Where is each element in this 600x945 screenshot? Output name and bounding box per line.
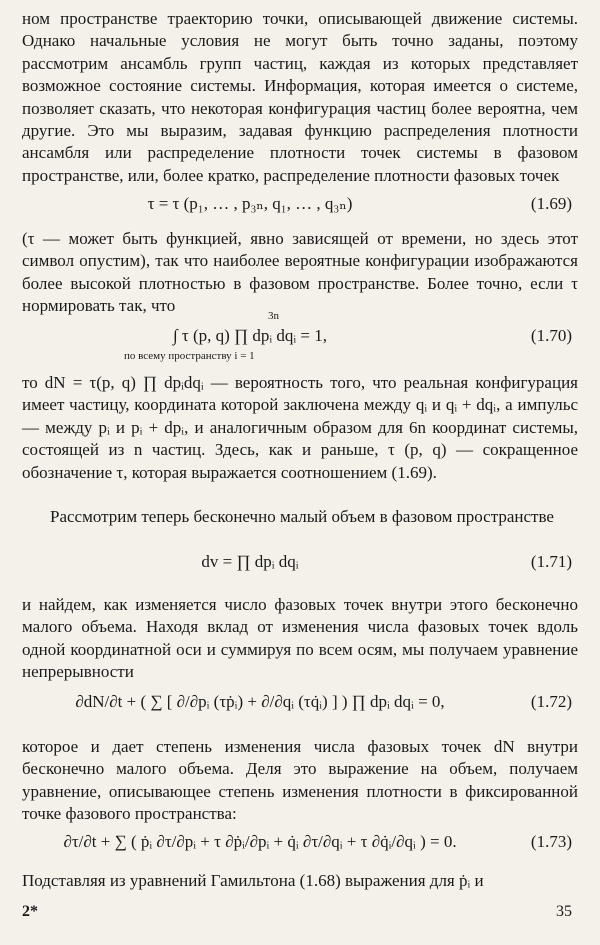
paragraph-7: Подставляя из уравнений Гамильтона (1.68) выражения для ṗᵢ и bbox=[22, 871, 484, 890]
product-upper-limit: 3n bbox=[268, 310, 279, 322]
page-number: 35 bbox=[556, 903, 572, 920]
equation-number: (1.69) bbox=[530, 194, 572, 213]
signature-mark: 2* bbox=[22, 903, 38, 920]
equation-body: τ = τ (p₁, … , p₃ₙ, q₁, … , q₃ₙ) bbox=[147, 194, 353, 213]
equation-1-70 bbox=[0, 310, 600, 362]
paragraph-2: (τ — может быть функцией, явно зависящей от времени, но здесь этот символ опустим), так что наиболее вероятные конфигурации изображаются более высокой плотностью в фазовом пространстве. Более точно, если τ нормировать так, что bbox=[22, 229, 578, 316]
equation-body: ∫ τ (p, q) ∏ dpᵢ dqᵢ = 1, bbox=[173, 326, 327, 345]
paragraph-3: то dN = τ(p, q) ∏ dpᵢdqᵢ — вероятность того, что реальная конфигурация имеет частицу, координата которой заключена между qᵢ и qᵢ + dqᵢ, а импульс — между pᵢ и pᵢ + dpᵢ, и аналогичным образом для 6n координат системы, состоящей из n частиц. Здесь, как и раньше, τ (p, q) — сокращенное обозначение τ, которая выражается соотношением (1.69). bbox=[22, 373, 578, 482]
equation-number: (1.73) bbox=[530, 832, 572, 851]
paragraph-4: Рассмотрим теперь бесконечно малый объем в фазовом пространстве bbox=[50, 507, 554, 526]
equation-body: ∂τ/∂t + ∑ ( ṗᵢ ∂τ/∂pᵢ + τ ∂ṗᵢ/∂pᵢ + q̇ᵢ ∂τ/∂qᵢ + τ ∂q̇ᵢ/∂qᵢ ) = 0. bbox=[63, 832, 457, 851]
equation-1-72 bbox=[0, 676, 600, 720]
equation-number: (1.71) bbox=[530, 552, 572, 571]
paragraph-1: ном пространстве траекторию точки, описывающей движение системы. Однако начальные условия не могут быть точно заданы, поэтому рассмотрим ансамбль групп частиц, каждая из которых представляет возможное состояние системы. Информация, которая имеется о системе, позволяет сказать, что некоторая конфигурация частиц более вероятна, чем другие. Это мы выразим, задавая функцию распределения плотности ансамбля или распределение плотности точек системы в фазовом пространстве, или, более кратко, распределение плотности фазовых точек bbox=[22, 9, 578, 185]
equation-body: dv = ∏ dpᵢ dqᵢ bbox=[201, 552, 299, 571]
paragraph-6: которое и дает степень изменения числа фазовых точек dN внутри бесконечно малого объема. Деля это выражение на объем, получаем уравнение, описывающее степень изменения плотности в фиксированной точке фазового пространства: bbox=[22, 737, 578, 824]
equation-1-73 bbox=[0, 816, 600, 860]
equation-number: (1.70) bbox=[530, 326, 572, 345]
equation-body: ∂dN/∂t + ( ∑ [ ∂/∂pᵢ (τṗᵢ) + ∂/∂qᵢ (τq̇ᵢ) ] ) ∏ dpᵢ dqᵢ = 0, bbox=[75, 692, 445, 711]
integral-domain-label: по всему пространству i = 1 bbox=[124, 350, 255, 362]
equation-number: (1.72) bbox=[530, 692, 572, 711]
equation-1-71 bbox=[0, 542, 600, 586]
paragraph-5: и найдем, как изменяется число фазовых точек внутри этого бесконечно малого объема. Находя вклад от изменения числа фазовых точек вдоль одной координатной оси и суммируя по всем осям, мы получаем уравнение непрерывности bbox=[22, 595, 578, 682]
equation-1-69 bbox=[0, 184, 600, 228]
